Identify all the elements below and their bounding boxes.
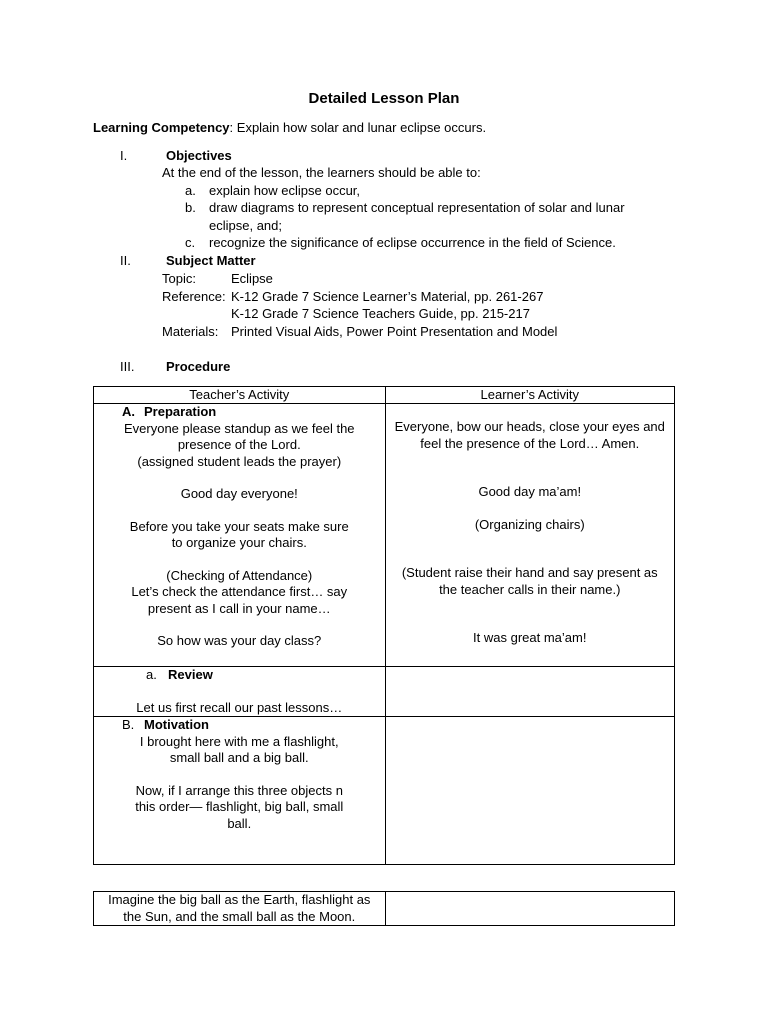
teacher-text: Good day everyone! xyxy=(180,486,298,501)
table-header-row xyxy=(94,387,675,404)
continuation-table xyxy=(93,891,675,926)
subject-matter-heading: Subject Matter xyxy=(166,253,256,268)
learner-text: It was great ma’am! xyxy=(473,630,587,645)
learning-competency xyxy=(93,119,486,136)
review-title: Review xyxy=(168,667,213,682)
teacher-text: Imagine the big ball as the Earth, flashlight as xyxy=(108,892,371,907)
teacher-text: Everyone please standup as we feel the xyxy=(123,420,355,436)
objective-text: explain how eclipse occur, xyxy=(209,183,361,198)
review-teacher-cell xyxy=(94,667,386,717)
reference-value: K-12 Grade 7 Science Teachers Guide, pp. 215-217 xyxy=(231,306,530,321)
objective-text: recognize the significance of eclipse occurrence in the field of Science. xyxy=(209,235,616,250)
teacher-text: Let’s check the attendance first… say xyxy=(131,584,348,599)
competency-text: Explain how solar and lunar eclipse occurs. xyxy=(233,120,487,135)
teacher-text: I brought here with me a flashlight, xyxy=(139,733,339,749)
procedure-table xyxy=(93,386,675,865)
learner-activity-header: Learner’s Activity xyxy=(385,387,674,404)
teacher-text: Let us first recall our past lessons… xyxy=(136,699,343,715)
review-letter: a. xyxy=(146,667,157,682)
teacher-text: small ball and a big ball. xyxy=(169,750,309,765)
competency-sep: : xyxy=(229,120,234,135)
teacher-text: the Sun, and the small ball as the Moon. xyxy=(123,908,356,924)
page-title: Detailed Lesson Plan xyxy=(308,90,460,107)
subject-matter-numeral: II. xyxy=(120,253,131,268)
procedure-heading: Procedure xyxy=(166,359,231,374)
teacher-activity-header: Teacher’s Activity xyxy=(94,387,386,404)
materials-value: Printed Visual Aids, Power Point Presentation and Model xyxy=(231,324,558,339)
motivation-learner-cell xyxy=(385,717,674,865)
motivation-title: Motivation xyxy=(144,717,209,732)
preparation-label xyxy=(94,404,385,421)
reference-label: Reference: xyxy=(162,289,226,304)
teacher-text: (Checking of Attendance) xyxy=(166,567,313,583)
learner-text: (Organizing chairs) xyxy=(474,516,585,532)
teacher-text: to organize your chairs. xyxy=(171,535,307,550)
topic-label: Topic: xyxy=(162,271,196,286)
objectives-numeral: I. xyxy=(120,148,128,163)
objectives-heading: Objectives xyxy=(166,148,232,163)
topic-value: Eclipse xyxy=(231,271,273,286)
objective-text-continued: eclipse, and; xyxy=(209,218,282,233)
review-learner-cell xyxy=(385,667,674,717)
teacher-text: (assigned student leads the prayer) xyxy=(137,453,342,469)
objective-letter: b. xyxy=(185,200,196,215)
procedure-numeral: III. xyxy=(120,359,135,374)
continuation-teacher-cell xyxy=(94,892,386,926)
learner-text: feel the presence of the Lord… Amen. xyxy=(420,435,640,451)
teacher-text: So how was your day class? xyxy=(157,633,322,648)
teacher-text: Now, if I arrange this three objects n xyxy=(135,782,343,798)
motivation-teacher-cell xyxy=(94,717,386,865)
teacher-text: presence of the Lord. xyxy=(177,437,301,452)
table-row xyxy=(94,892,675,926)
teacher-text: Before you take your seats make sure xyxy=(129,518,349,534)
table-row xyxy=(94,404,675,667)
motivation-label xyxy=(94,717,385,734)
objective-letter: a. xyxy=(185,183,196,198)
preparation-letter: A. xyxy=(122,404,135,419)
learner-text: (Student raise their hand and say present as xyxy=(401,565,658,580)
review-label xyxy=(94,667,385,684)
teacher-text: this order— flashlight, big ball, small xyxy=(135,799,344,814)
learner-text: Everyone, bow our heads, close your eyes and xyxy=(394,419,665,434)
materials-label: Materials: xyxy=(162,324,219,339)
competency-label: Learning Competency xyxy=(93,120,230,135)
learner-text: Good day ma’am! xyxy=(478,484,582,499)
objective-text: draw diagrams to represent conceptual representation of solar and lunar xyxy=(209,200,625,215)
table-row xyxy=(94,717,675,865)
preparation-teacher-cell xyxy=(94,404,386,667)
table-row xyxy=(94,667,675,717)
learner-text: the teacher calls in their name.) xyxy=(439,581,621,597)
preparation-learner-cell xyxy=(385,404,674,667)
motivation-letter: B. xyxy=(122,717,135,732)
objective-letter: c. xyxy=(185,235,196,250)
teacher-text: ball. xyxy=(227,815,252,831)
preparation-title: Preparation xyxy=(144,404,217,419)
reference-value: K-12 Grade 7 Science Learner’s Material, pp. 261-267 xyxy=(231,289,544,304)
objectives-intro: At the end of the lesson, the learners should be able to: xyxy=(162,165,481,180)
continuation-learner-cell xyxy=(385,892,674,926)
teacher-text: present as I call in your name… xyxy=(147,600,331,616)
